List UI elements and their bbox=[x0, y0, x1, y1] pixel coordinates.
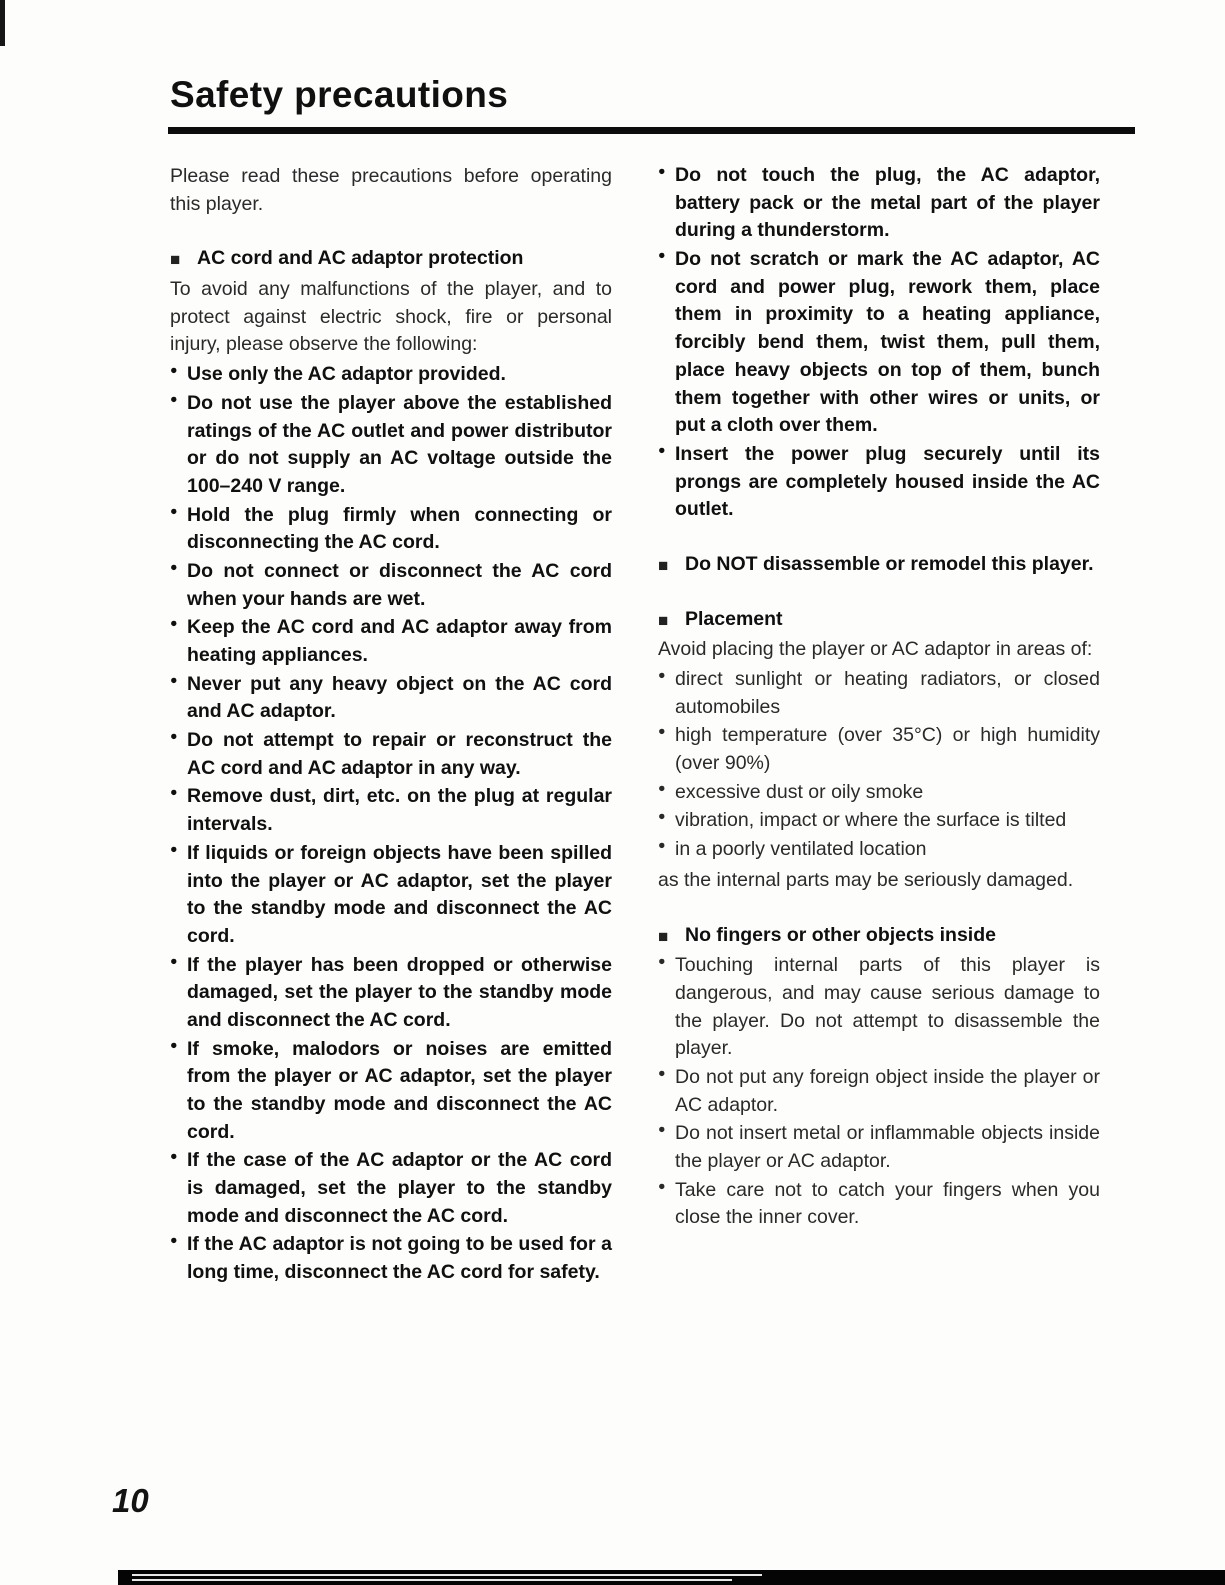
bullet-item bbox=[170, 783, 612, 838]
bullet-icon: ● bbox=[658, 954, 666, 969]
bullet-text: Touching internal parts of this player is dangerous, and may cause serious damage to the player. Do not attempt to disassemble the player. bbox=[675, 954, 1100, 1060]
bullet-icon: ● bbox=[658, 1065, 666, 1080]
section-heading-label: No fingers or other objects inside bbox=[685, 923, 996, 946]
bullet-item bbox=[170, 1147, 612, 1230]
bullet-text: Hold the plug firmly when connecting or disconnecting the AC cord. bbox=[187, 503, 612, 554]
bullet-text: Keep the AC cord and AC adaptor away from heating appliances. bbox=[187, 616, 612, 666]
bullet-item bbox=[658, 1120, 1100, 1175]
section-square-icon: ■ bbox=[658, 926, 669, 946]
bullet-item bbox=[658, 836, 1100, 864]
bullet-list bbox=[658, 952, 1100, 1232]
bullet-icon: ● bbox=[658, 442, 666, 457]
bullet-item bbox=[170, 952, 612, 1035]
bullet-icon: ● bbox=[658, 248, 666, 263]
bullet-text: Use only the AC adaptor provided. bbox=[187, 363, 506, 386]
bullet-text: high temperature (over 35°C) or high humidity (over 90%) bbox=[675, 724, 1100, 775]
bullet-icon: ● bbox=[658, 1122, 666, 1137]
bullet-icon: ● bbox=[170, 616, 178, 631]
section-heading-label: Placement bbox=[685, 607, 783, 630]
section-heading bbox=[658, 551, 1100, 579]
bullet-item bbox=[658, 807, 1100, 835]
bullet-icon: ● bbox=[170, 953, 178, 968]
bullet-icon: ● bbox=[658, 668, 666, 682]
bullet-icon: ● bbox=[170, 363, 178, 378]
bullet-icon: ● bbox=[170, 559, 178, 574]
bullet-icon: ● bbox=[170, 391, 178, 406]
bullet-item bbox=[170, 1231, 612, 1286]
bullet-icon: ● bbox=[170, 1149, 178, 1164]
scan-corner-artifact bbox=[0, 0, 5, 46]
section-heading bbox=[170, 245, 612, 273]
bullet-icon: ● bbox=[170, 785, 178, 800]
bullet-icon: ● bbox=[658, 838, 666, 853]
section-heading-label: AC cord and AC adaptor protection bbox=[197, 247, 524, 270]
bullet-item bbox=[658, 1064, 1100, 1119]
paragraph: as the internal parts may be seriously damaged. bbox=[658, 868, 1074, 891]
bullet-text: If the player has been dropped or otherwise damaged, set the player to the standby mode and disconnect the AC cord. bbox=[187, 953, 612, 1031]
section-heading-label: Do NOT disassemble or remodel this player. bbox=[685, 552, 1094, 575]
bullet-icon: ● bbox=[170, 503, 178, 518]
bullet-item bbox=[170, 390, 612, 501]
bullet-text: excessive dust or oily smoke bbox=[675, 780, 924, 803]
bullet-icon: ● bbox=[658, 724, 666, 739]
bullet-text: Do not connect or disconnect the AC cord when your hands are wet. bbox=[187, 559, 612, 610]
bullet-list bbox=[170, 361, 612, 1287]
bullet-text: If liquids or foreign objects have been spilled into the player or AC adaptor, set the player to the standby mode and disconnect the AC cord. bbox=[187, 841, 612, 947]
page-number: 10 bbox=[112, 1482, 149, 1519]
scan-artifact-bar bbox=[118, 1570, 1225, 1585]
bullet-text: Do not scratch or mark the AC adaptor, AC cord and power plug, rework them, place them in proximity to a heating appliance, forcibly bend them, twist them, pull them, place heavy objects on top of them, bunch them together with other wires or units, or put a cloth over them. bbox=[675, 248, 1100, 437]
bullet-text: Insert the power plug securely until its prongs are completely housed inside the AC outlet. bbox=[675, 442, 1100, 521]
bullet-text: If the AC adaptor is not going to be used for a long time, disconnect the AC cord for safety. bbox=[187, 1233, 612, 1284]
bullet-icon: ● bbox=[658, 1178, 666, 1193]
bullet-icon: ● bbox=[658, 164, 666, 178]
bullet-list bbox=[658, 666, 1100, 864]
bullet-text: vibration, impact or where the surface is tilted bbox=[675, 809, 1067, 832]
bullet-item bbox=[170, 502, 612, 557]
paragraph: Avoid placing the player or AC adaptor in areas of: bbox=[658, 638, 1093, 661]
title-underline-rule bbox=[168, 127, 1135, 134]
bullet-item bbox=[658, 666, 1100, 721]
bullet-text: Do not attempt to repair or reconstruct the AC cord and AC adaptor in any way. bbox=[187, 729, 612, 779]
bullet-text: Do not use the player above the established ratings of the AC outlet and power distributor or do not supply an AC voltage outside the 100–240 V range. bbox=[187, 391, 612, 497]
bullet-icon: ● bbox=[658, 780, 666, 795]
section-heading bbox=[658, 922, 1100, 950]
bullet-icon: ● bbox=[170, 1037, 178, 1052]
bullet-text: Never put any heavy object on the AC cord and AC adaptor. bbox=[187, 672, 612, 723]
bullet-item bbox=[170, 361, 612, 389]
bullet-icon: ● bbox=[170, 729, 178, 744]
column bbox=[658, 160, 1100, 1287]
bullet-item bbox=[658, 952, 1100, 1063]
bullet-text: Do not put any foreign object inside the player or AC adaptor. bbox=[675, 1065, 1100, 1116]
bullet-item bbox=[170, 840, 612, 951]
bullet-list bbox=[658, 162, 1100, 524]
bullet-item bbox=[170, 671, 612, 726]
bullet-text: If smoke, malodors or noises are emitted from the player or AC adaptor, set the player to the standby mode and disconnect the AC cord. bbox=[187, 1037, 612, 1143]
section-heading bbox=[658, 606, 1100, 634]
bullet-text: direct sunlight or heating radiators, or closed automobiles bbox=[675, 668, 1100, 718]
bullet-item bbox=[170, 614, 612, 669]
bullet-item bbox=[170, 558, 612, 613]
bullet-icon: ● bbox=[170, 1233, 178, 1248]
bullet-text: Take care not to catch your fingers when you close the inner cover. bbox=[675, 1178, 1100, 1229]
bullet-icon: ● bbox=[658, 809, 666, 824]
column bbox=[170, 160, 612, 1287]
paragraph: To avoid any malfunctions of the player, and to protect against electric shock, fire or personal injury, please observe the following: bbox=[170, 278, 612, 356]
section-square-icon: ■ bbox=[170, 250, 181, 270]
section-square-icon: ■ bbox=[658, 610, 669, 630]
bullet-text: in a poorly ventilated location bbox=[675, 838, 927, 861]
bullet-item bbox=[658, 246, 1100, 440]
bullet-item bbox=[658, 722, 1100, 777]
bullet-item bbox=[658, 441, 1100, 524]
bullet-text: Do not insert metal or inflammable objects inside the player or AC adaptor. bbox=[675, 1122, 1100, 1172]
content-columns bbox=[170, 160, 1100, 1287]
bullet-item bbox=[658, 1177, 1100, 1232]
bullet-item bbox=[170, 727, 612, 782]
bullet-item bbox=[658, 162, 1100, 245]
paragraph: Please read these precautions before operating this player. bbox=[170, 165, 612, 215]
bullet-text: If the case of the AC adaptor or the AC cord is damaged, set the player to the standby mode and disconnect the AC cord. bbox=[187, 1149, 612, 1227]
section-square-icon: ■ bbox=[658, 555, 669, 575]
bullet-text: Remove dust, dirt, etc. on the plug at regular intervals. bbox=[187, 785, 612, 836]
bullet-icon: ● bbox=[170, 672, 178, 687]
bullet-icon: ● bbox=[170, 841, 178, 856]
scan-line bbox=[132, 1579, 732, 1581]
page-title: Safety precautions bbox=[170, 74, 509, 115]
scan-line bbox=[132, 1574, 762, 1576]
bullet-text: Do not touch the plug, the AC adaptor, battery pack or the metal part of the player during a thunderstorm. bbox=[675, 164, 1100, 242]
bullet-item bbox=[170, 1036, 612, 1147]
bullet-item bbox=[658, 779, 1100, 807]
